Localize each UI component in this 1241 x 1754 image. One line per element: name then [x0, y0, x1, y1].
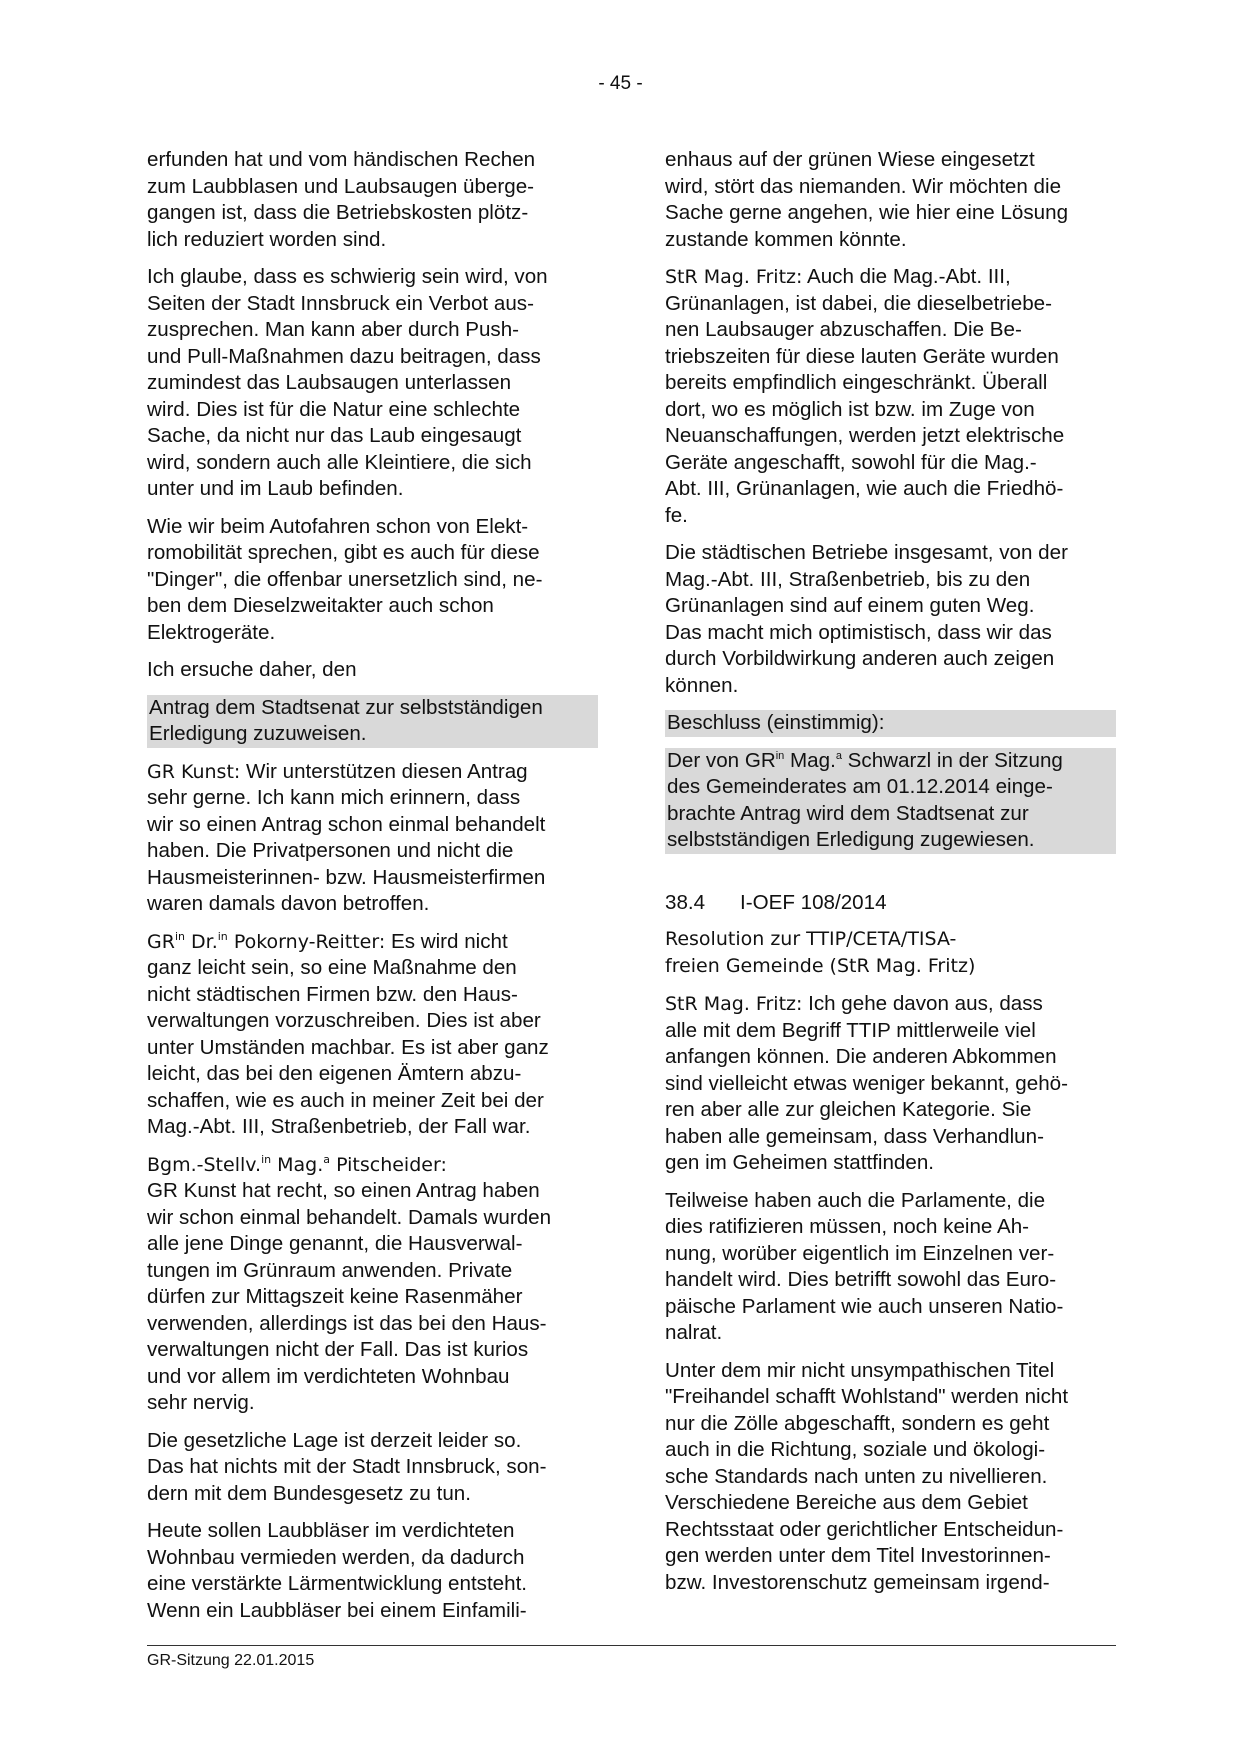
speech-fritz	[665, 264, 1116, 529]
footer-text: GR-Sitzung 22.01.2015	[147, 1652, 315, 1669]
agenda-item-header	[665, 890, 1116, 917]
speech-kunst	[147, 759, 598, 918]
agenda-item-title: Resolution zur TTIP/CETA/TISA- freien Gemeinde (StR Mag. Fritz)	[665, 928, 976, 977]
paragraph: Die gesetzliche Lage ist derzeit leider so. Das hat nichts mit der Stadt Innsbruck, son- dern mit dem Bundesgesetz zu tun.	[147, 1428, 547, 1505]
paragraph: Wie wir beim Autofahren schon von Elekt- romobilität sprechen, gibt es auch für diese "Dinger", die offenbar unersetzlich sind, ne- ben dem Dieselzweitakter auch schon Elektrogeräte.	[147, 514, 543, 644]
speech-fritz	[665, 991, 1116, 1177]
speech-pitscheider	[147, 1152, 598, 1417]
agenda-item-number: 38.4	[665, 890, 706, 914]
speech-pokorny-reitter	[147, 929, 598, 1141]
left-column	[147, 147, 598, 1635]
paragraph: erfunden hat und vom händischen Rechen zum Laubblasen und Laubsaugen überge- gangen ist, dass die Betriebskosten plötz- lich reduziert worden sind.	[147, 148, 536, 251]
footer-divider	[147, 1645, 1116, 1646]
resolution-heading: Beschluss (einstimmig):	[665, 710, 1116, 737]
speaker-name: StR Mag. Fritz:	[665, 993, 803, 1015]
speech-text: GR Kunst hat recht, so einen Antrag haben wir schon einmal behandelt. Damals wurden alle jene Dinge genannt, die Hausverwal- tungen im Grünraum anwenden. Private dürfen zur Mittagszeit keine Rasenmäher verwenden, allerdings ist das bei den Haus- verwaltungen nicht der Fall. Das ist kurios und vor allem im verdichteten Wohnbau sehr nervig.	[147, 1179, 552, 1414]
resolution-text: Der von $GR^{in}$ Mag.$^a$ Schwarzl in der Sitzung des Gemeinderates am 01.12.2014 einge- brachte Antrag wird dem Stadtsenat zur selbstständigen Erledigung zugewiesen.	[665, 748, 1116, 854]
paragraph: Die städtischen Betriebe insgesamt, von der Mag.-Abt. III, Straßenbetrieb, bis zu den Grünanlagen sind auf einem guten Weg. Das macht mich optimistisch, dass wir das durch Vorbildwirkung anderen auch zeigen können.	[665, 541, 1068, 697]
motion-highlight: Antrag dem Stadtsenat zur selbstständigen Erledigung zuzuweisen.	[147, 695, 598, 748]
speaker-name: StR Mag. Fritz:	[665, 266, 803, 288]
paragraph: Teilweise haben auch die Parlamente, die dies ratifizieren müssen, noch keine Ah- nung, worüber eigentlich im Einzelnen ver- handelt wird. Dies betrifft sowohl das Euro- päische Parlament wie auch unseren Natio- nalrat.	[665, 1188, 1064, 1344]
speaker-name: Bgm.-Stellv.$^{in}$ Mag.$^a$ Pitscheider:	[147, 1152, 447, 1176]
agenda-item-code: I-OEF 108/2014	[740, 890, 887, 914]
paragraph: Heute sollen Laubbläser im verdichteten Wohnbau vermieden werden, da dadurch eine verstärkte Lärmentwicklung entsteht. Wenn ein Laubbläser bei einem Einfamili-	[147, 1519, 528, 1622]
speech-text: Es wird nicht ganz leicht sein, so eine Maßnahme den nicht städtischen Firmen bzw. den Haus- verwaltungen vorzuschreiben. Dies ist aber unter Umständen machbar. Es ist aber ganz leicht, das bei den eigenen Ämtern abzu- schaffen, wie es auch in meiner Zeit bei der Mag.-Abt. III, Straßenbetrieb, der Fall war.	[147, 929, 549, 1138]
paragraph: enhaus auf der grünen Wiese eingesetzt wird, stört das niemanden. Wir möchten die Sache gerne angehen, wie hier eine Lösung zustande kommen könnte.	[665, 148, 1069, 251]
speech-text: Auch die Mag.-Abt. III, Grünanlagen, ist dabei, die dieselbetriebe- nen Laubsauger abzuschaffen. Die Be- triebszeiten für diese lauten Geräte wurden bereits empfindlich eingeschränkt. Überall dort, wo es möglich ist bzw. im Zuge von Neuanschaffungen, werden jetzt elektrische Geräte angeschafft, sowohl für die Mag.- Abt. III, Grünanlagen, wie auch die Friedhö- fe.	[665, 265, 1065, 527]
speaker-name: $GR^{in}$ Dr.$^{in}$ Pokorny-Reitter:	[147, 929, 386, 953]
speech-text: Ich gehe davon aus, dass alle mit dem Begriff TTIP mittlerweile viel anfangen können. Die anderen Abkommen sind vielleicht etwas weniger bekannt, gehö- ren aber alle zur gleichen Kategorie. Sie haben alle gemeinsam, dass Verhandlun- gen im Geheimen stattfinden.	[665, 992, 1068, 1174]
page-number: - 45 -	[598, 73, 643, 94]
paragraph: Ich glaube, dass es schwierig sein wird, von Seiten der Stadt Innsbruck ein Verbot aus- zusprechen. Man kann aber durch Push- und Pull-Maßnahmen dazu beitragen, dass zumindest das Laubsaugen unterlassen wird. Dies ist für die Natur eine schlechte Sache, da nicht nur das Laub eingesaugt wird, sondern auch alle Kleintiere, die sich unter und im Laub befinden.	[147, 265, 548, 500]
right-column	[665, 147, 1116, 1607]
speaker-name: GR Kunst:	[147, 760, 241, 783]
paragraph: Ich ersuche daher, den	[147, 658, 357, 681]
speech-text: Wir unterstützen diesen Antrag sehr gerne. Ich kann mich erinnern, dass wir so einen Antrag schon einmal behandelt haben. Die Privatpersonen und nicht die Hausmeisterinnen- bzw. Hausmeisterfirmen waren damals davon betroffen.	[147, 759, 546, 915]
paragraph: Unter dem mir nicht unsympathischen Titel "Freihandel schafft Wohlstand" werden nicht nur die Zölle abgeschafft, sondern es geht auch in die Richtung, soziale und ökologi- sche Standards nach unten zu nivellieren. Verschiedene Bereiche aus dem Gebiet Rechtsstaat oder gerichtlicher Entscheidun- gen werden unter dem Titel Investorinnen- bzw. Investorenschutz gemeinsam irgend-	[665, 1358, 1069, 1594]
